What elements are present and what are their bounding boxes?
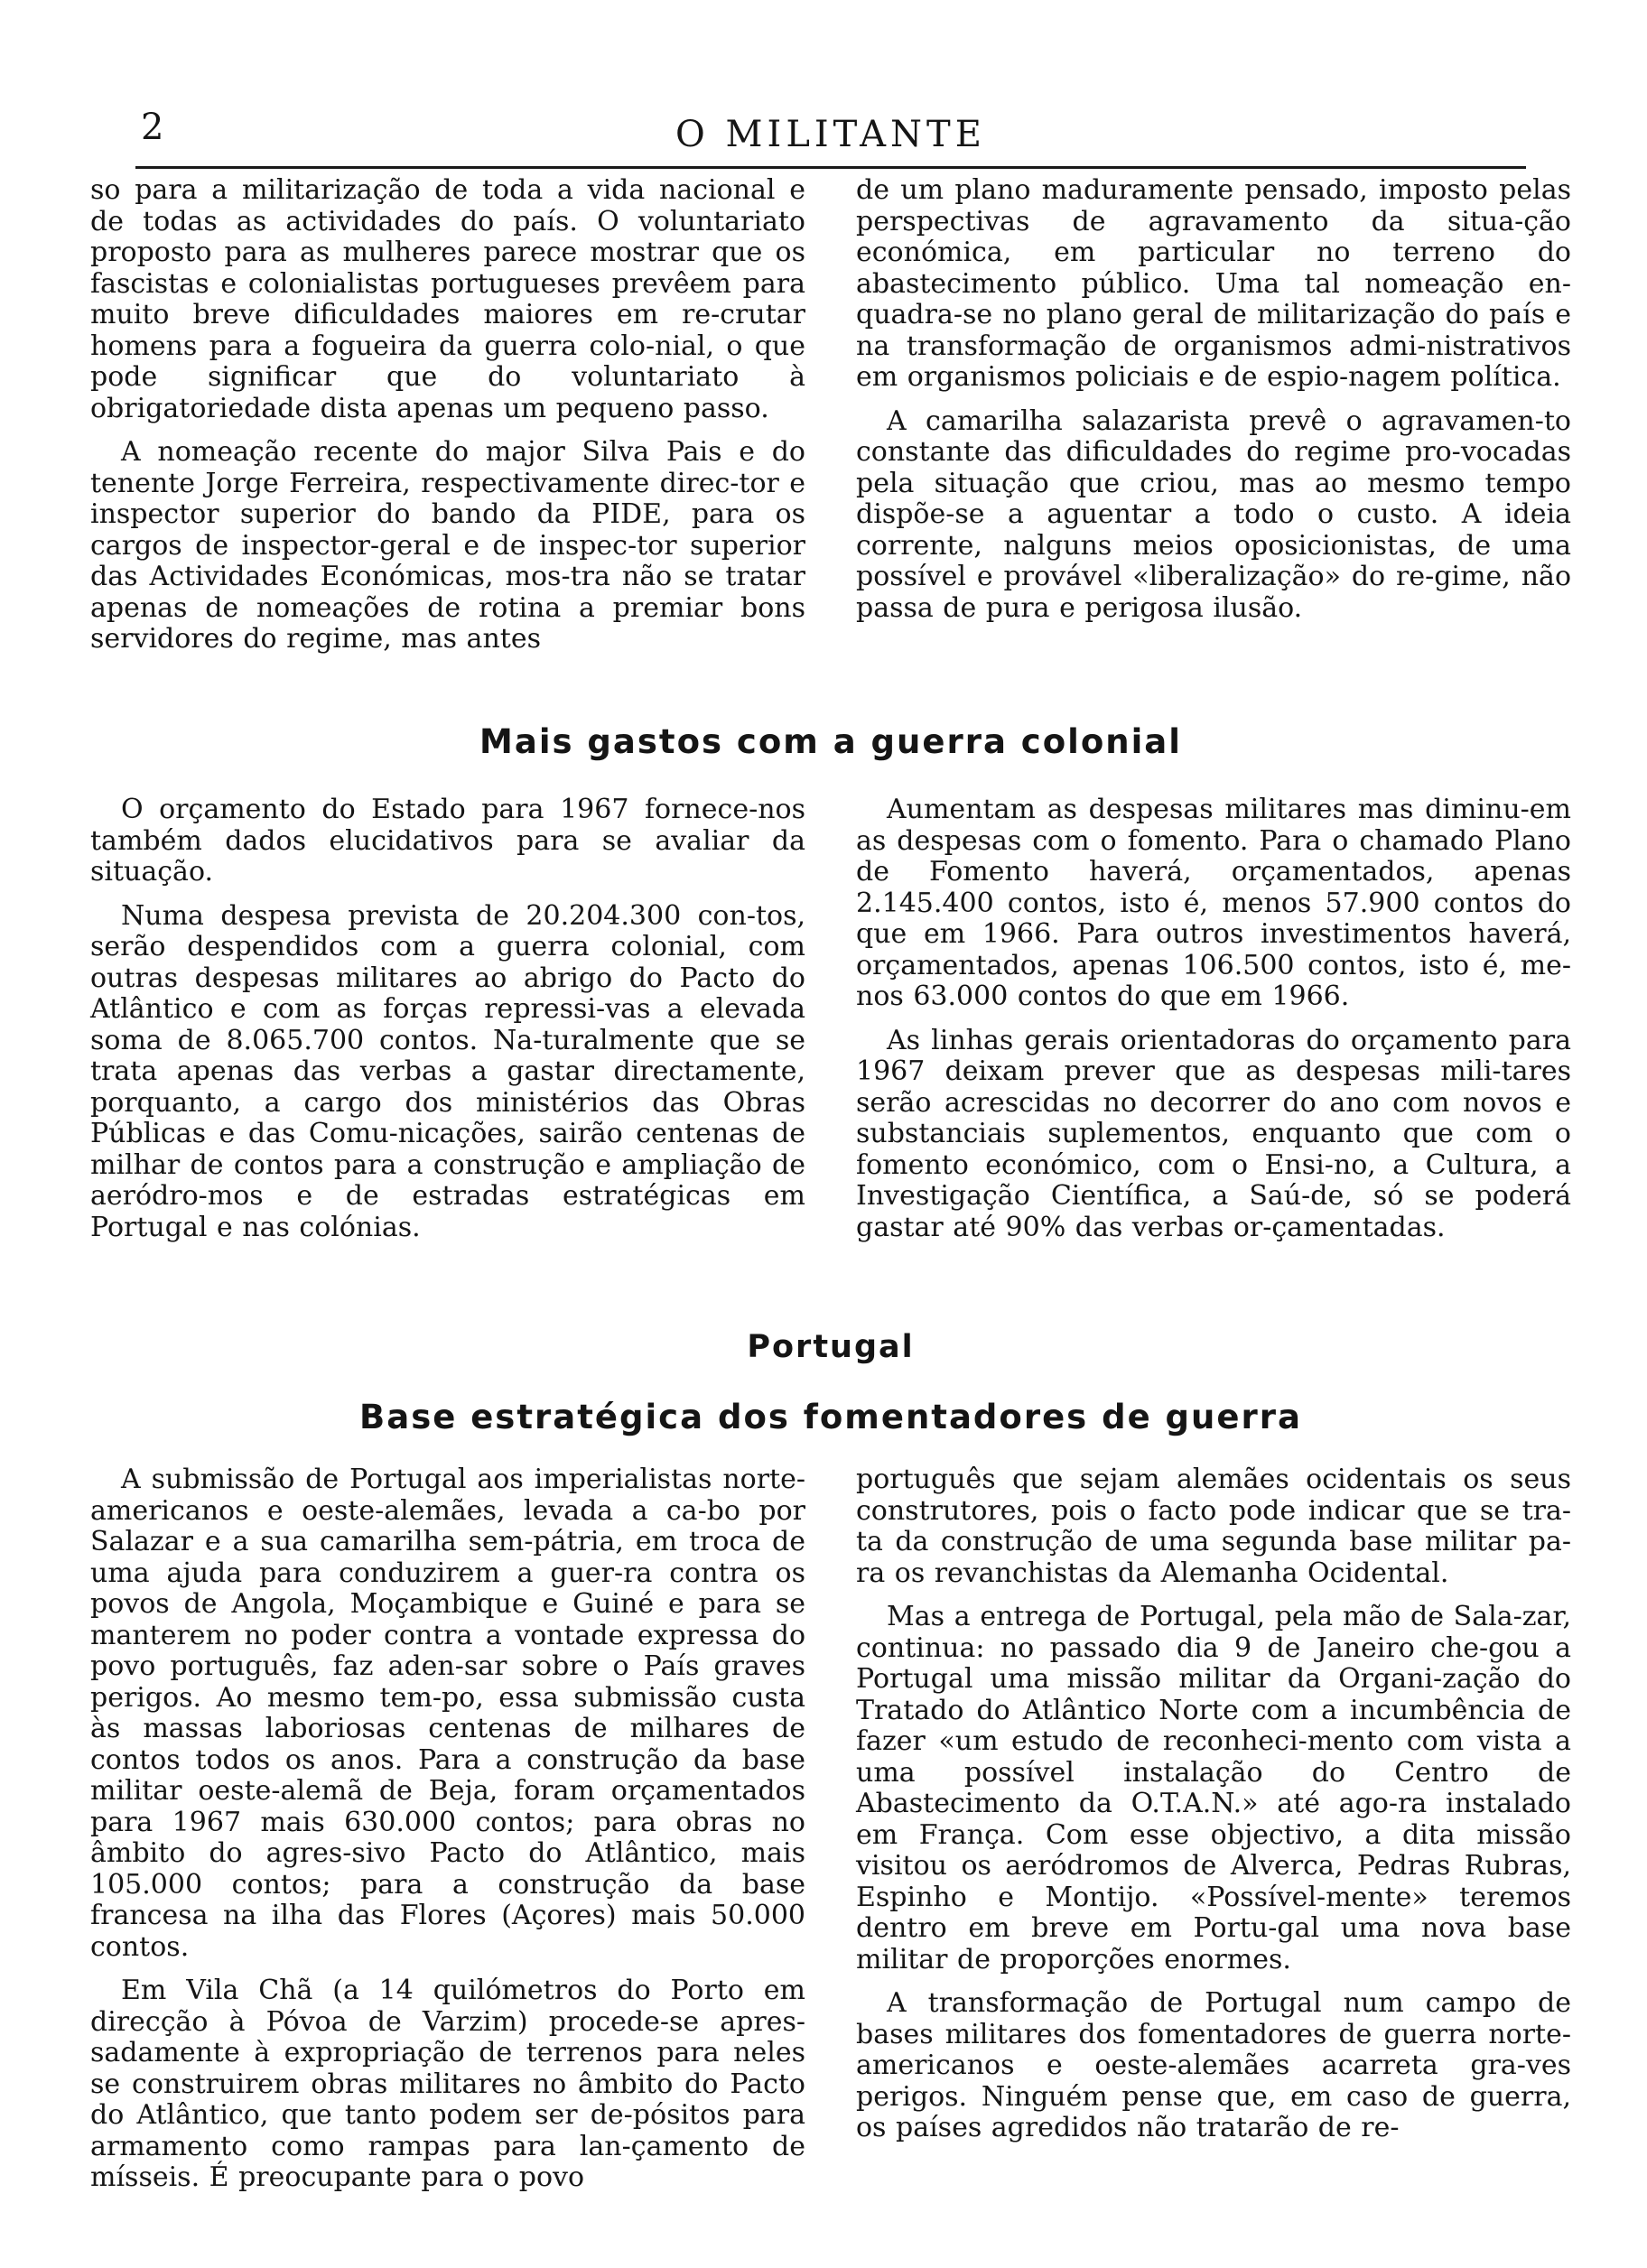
section-heading: Base estratégica dos fomentadores de guerra [359,1398,1302,1436]
section1-left-column [90,795,805,1256]
section2-right-column [856,1464,1571,2207]
paragraph: Numa despesa prevista de 20.204.300 con-tos, serão despendidos com a guerra colonial, com outras despesas militares ao abrigo do Pacto do Atlântico e com as forças repressi-vas a elevada soma de 8.065.700 contos. Na-turalmente que se trata apenas das verbas a gastar directamente, porquanto, a cargo dos ministérios das Obras Públicas e das Comu-nicações, sairão centenas de milhar de contos para a construção e ampliação de aeródro-mos e de estradas estratégicas em Portugal e nas colónias. [90,899,805,1243]
intro-right-column [856,175,1571,668]
paragraph: Mas a entrega de Portugal, pela mão de Sala-zar, continua: no passado dia 9 de Janeiro che-gou a Portugal uma missão militar da Organi-zação do Tratado do Atlântico Norte com a incumbência de fazer «um estudo de reconheci-mento com vista a uma possível instalação do Centro de Abastecimento da O.T.A.N.» até ago-ra instalado em França. Com esse objectivo, a dita missão visitou os aeródromos de Alverca, Pedras Rubras, Espinho e Montijo. «Possível-mente» teremos dentro em breve em Portu-gal uma nova base militar de proporções enormes. [856,1601,1571,1975]
section2-columns [90,1464,1571,2207]
paragraph: A submissão de Portugal aos imperialistas norte-americanos e oeste-alemães, levada a ca-bo por Salazar e a sua camarilha sem-pátria, em troca de uma ajuda para conduzirem a guer-ra contra os povos de Angola, Moçambique e Guiné e para se manterem no poder contra a vontade expressa do povo português, faz aden-sar sobre o País graves perigos. Ao mesmo tem-po, essa submissão custa às massas laboriosas centenas de milhares de contos todos os anos. Para a construção da base militar oeste-alemã de Beja, foram orçamentados para 1967 mais 630.000 contos; para obras no âmbito do agres-sivo Pacto do Atlântico, mais 105.000 contos; para a construção da base francesa na ilha das Flores (Açores) mais 50.000 contos. [90,1464,805,1963]
paragraph: A transformação de Portugal num campo de bases militares dos fomentadores de guerra norte-americanos e oeste-alemães acarreta gra-ves perigos. Ninguém pense que, em caso de guerra, os países agredidos não tratarão de re- [856,1987,1571,2143]
section1-right-column [856,795,1571,1256]
intro-columns [90,175,1571,668]
paragraph: so para a militarização de toda a vida nacional e de todas as actividades do país. O voluntariato proposto para as mulheres parece mostrar que os fascistas e colonialistas portugueses prevêem para muito breve dificuldades maiores em re-crutar homens para a fogueira da guerra colo-nial, o que pode significar que do voluntariato à obrigatoriedade dista apenas um pequeno passo. [90,174,805,424]
paragraph: português que sejam alemães ocidentais os seus construtores, pois o facto pode indicar que se tra-ta da construção de uma segunda base militar pa-ra os revanchistas da Alemanha Ocidental. [856,1464,1571,1589]
running-title: O MILITANTE [675,114,986,155]
paragraph: Aumentam as despesas militares mas diminu-em as despesas com o fomento. Para o chamado Plano de Fomento haverá, orçamentados, apenas 2.145.400 contos, isto é, menos 57.900 contos do que em 1966. Para outros investimentos haverá, orçamentados, apenas 106.500 contos, isto é, me-nos 63.000 contos do que em 1966. [856,794,1571,1012]
section1-columns [90,795,1571,1256]
intro-left-column [90,175,805,668]
section-heading: Mais gastos com a guerra colonial [479,722,1182,761]
paragraph: de um plano maduramente pensado, imposto pelas perspectivas de agravamento da situa-ção económica, em particular no terreno do abastecimento público. Uma tal nomeação en-quadra-se no plano geral de militarização do país e na transformação de organismos admi-nistrativos em organismos policiais e de espio-nagem política. [856,174,1571,393]
page-number: 2 [141,107,164,148]
paragraph: A camarilha salazarista prevê o agravamen-to constante das dificuldades do regime pro-vocadas pela situação que criou, mas ao mesmo tempo dispõe-se a aguentar a todo o custo. A ideia corrente, nalguns meios oposicionistas, de uma possível e provável «liberalização» do re-gime, não passa de pura e perigosa ilusão. [856,404,1571,624]
section2-left-column [90,1464,805,2207]
paragraph: Em Vila Chã (a 14 quilómetros do Porto em direcção à Póvoa de Varzim) procede-se apres-sadamente à expropriação de terrenos para neles se construirem obras militares no âmbito do Pacto do Atlântico, que tanto podem ser de-pósitos para armamento como rampas para lan-çamento de mísseis. É preocupante para o povo [90,1975,805,2193]
header-rule [135,166,1526,169]
paragraph: As linhas gerais orientadoras do orçamento para 1967 deixam prever que as despesas mili-tares serão acrescidas no decorrer do ano com novos e substanciais suplementos, enquanto que com o fomento económico, com o Ensi-no, a Cultura, a Investigação Científica, a Saú-de, só se poderá gastar até 90% das verbas or-çamentadas. [856,1024,1571,1243]
section-kicker: Portugal [747,1329,915,1365]
paragraph: A nomeação recente do major Silva Pais e do tenente Jorge Ferreira, respectivamente direc-tor e inspector superior do bando da PIDE, para os cargos de inspector-geral e de inspec-tor superior das Actividades Económicas, mos-tra não se tratar apenas de nomeações de rotina a premiar bons servidores do regime, mas antes [90,436,805,655]
paragraph: O orçamento do Estado para 1967 fornece-nos também dados elucidativos para se avaliar da situação. [90,794,805,888]
page-header [135,101,1526,173]
